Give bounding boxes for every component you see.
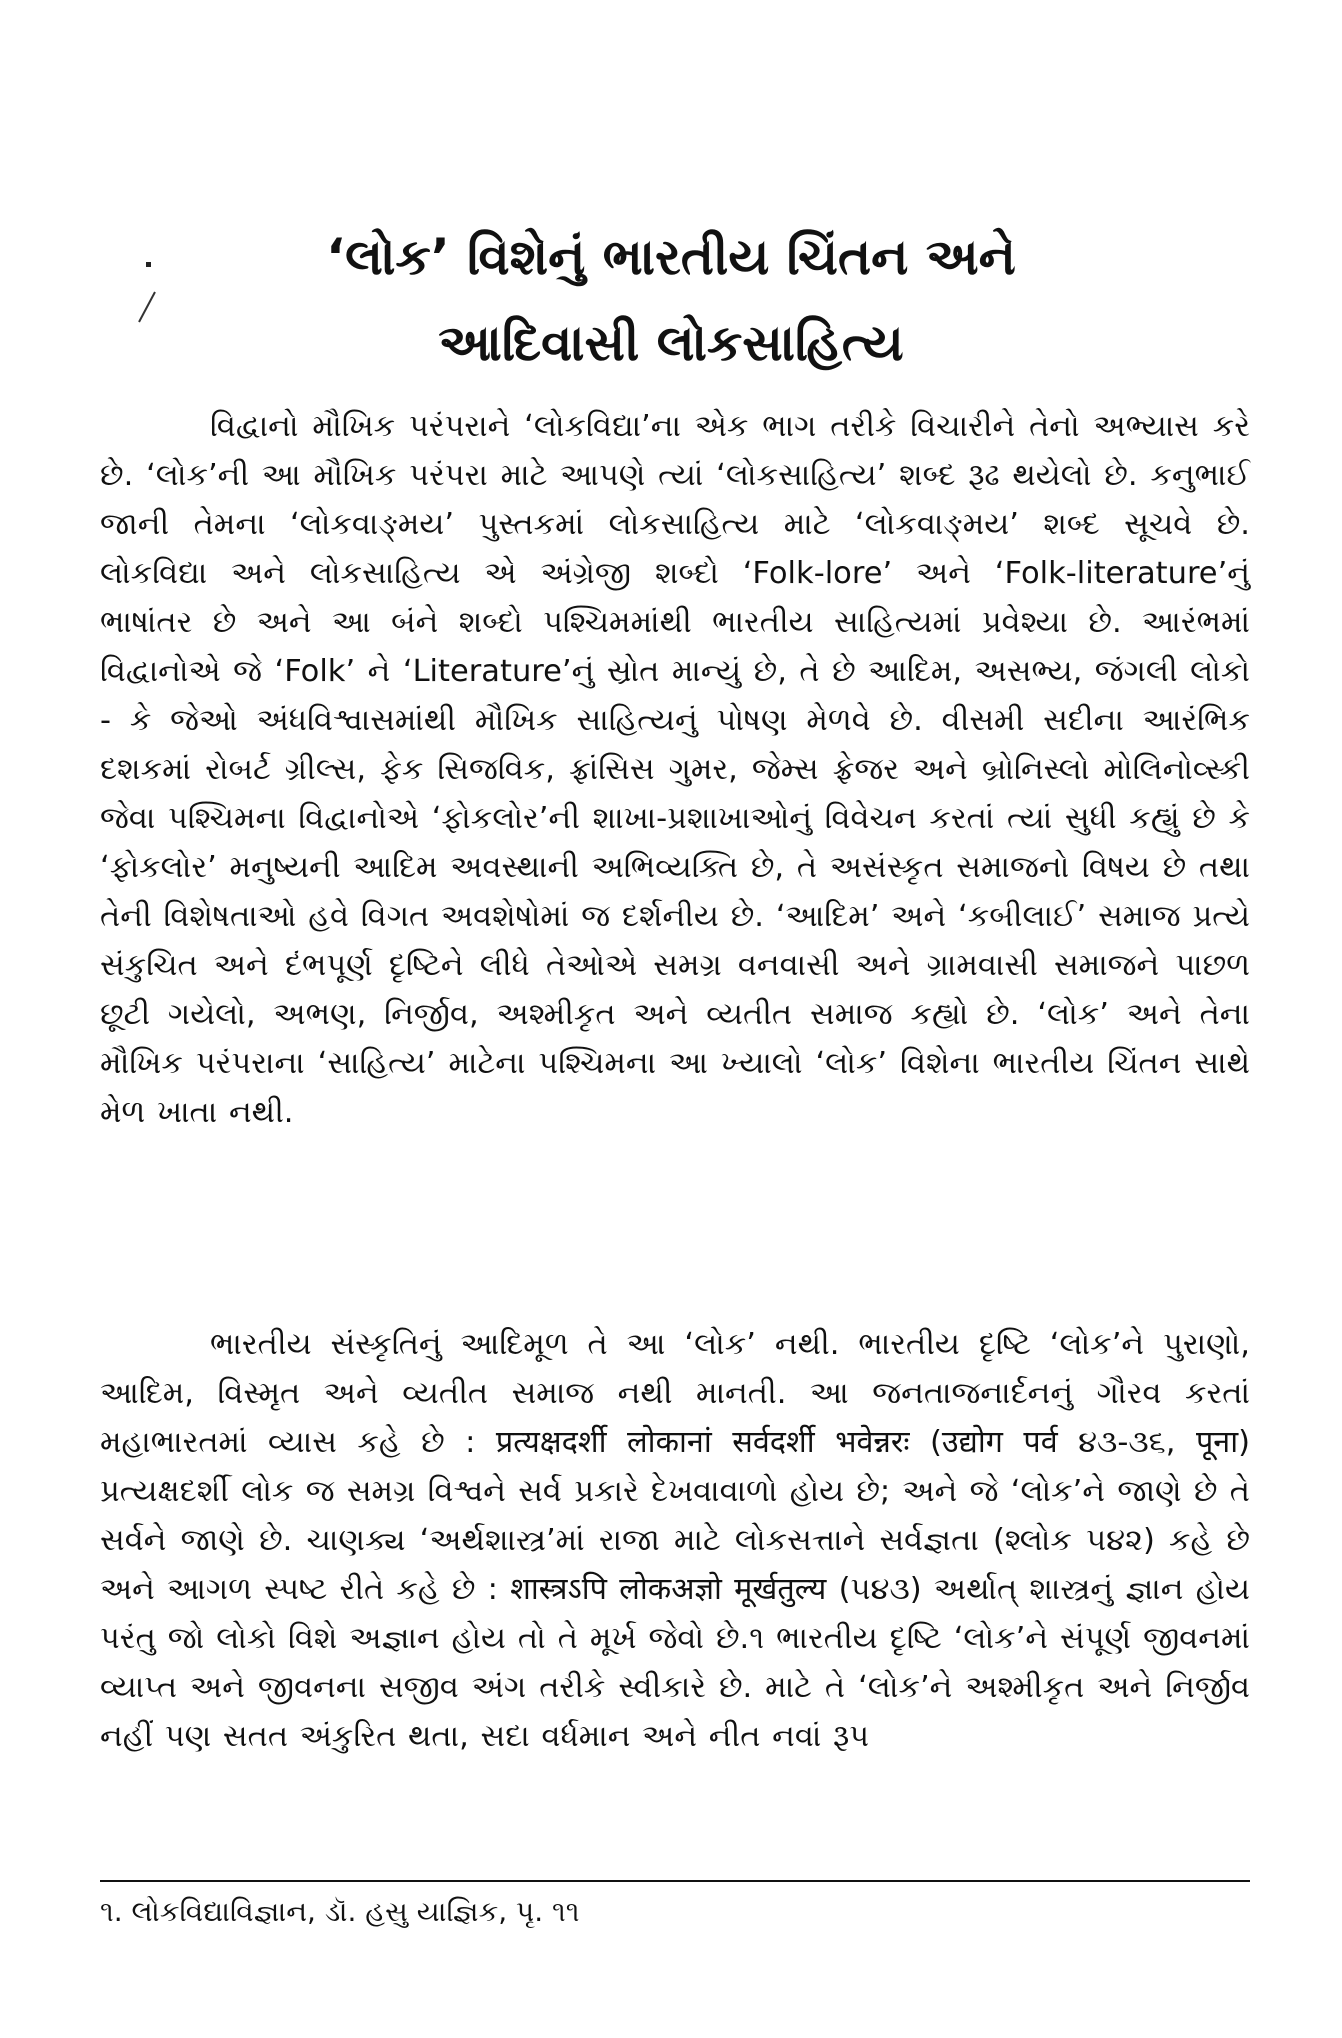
body-paragraph-1: વિદ્વાનો મૌખિક પરંપરાને ‘લોકવિદ્યા’ના એક ભાગ તરીકે વિચારીને તેનો અભ્યાસ કરે છે. ‘લોક’ની આ મૌખિક પરંપરા માટે આપણે ત્યાં ‘લોકસાહિત્ય’ શબ્દ રૂઢ થયેલો છે. કનુભાઈ જાની તેમના ‘લોકવાઙ્મય’ પુસ્તકમાં લોકસાહિત્ય માટે ‘લોકવાઙ્મય’ શબ્દ સૂચવે છે. લોકવિદ્યા અને લોકસાહિત્ય એ અંગ્રેજી શબ્દો ‘Folk-lore’ અને ‘Folk-literature’નું ભાષાંતર છે અને આ બંને શબ્દો પશ્ચિમમાંથી ભારતીય સાહિત્યમાં પ્રવેશ્યા છે. આરંભમાં વિદ્વાનોએ જે ‘Folk’ ને ‘Literature’નું સ્રોત માન્યું છે, તે છે આદિમ, અસભ્ય, જંગલી લોકો - કે જેઓ અંધવિશ્વાસમાંથી મૌખિક સાહિત્યનું પોષણ મેળવે છે. વીસમી સદીના આરંભિક દશકમાં રોબર્ટ ગ્રીલ્સ, ફેક સિજવિક, ફ્રાંસિસ ગુમર, જેમ્સ ફ્રેજર અને બ્રોનિસ્લો મોલિનોવ્સ્કી જેવા પશ્ચિમના વિદ્વાનોએ ‘ફોકલોર’ની શાખા-પ્રશાખાઓનું વિવેચન કરતાં ત્યાં સુધી કહ્યું છે કે ‘ફોકલોર’ મનુષ્યની આદિમ અવસ્થાની અભિવ્યક્તિ છે, તે અસંસ્કૃત સમાજનો વિષય છે તથા તેની વિશેષતાઓ હવે વિગત અવશેષોમાં જ દર્શનીય છે. ‘આદિમ’ અને ‘કબીલાઈ’ સમાજ પ્રત્યે સંકુચિત અને દંભપૂર્ણ દૃષ્ટિને લીધે તેઓએ સમગ્ર વનવાસી અને ગ્રામવાસી સમાજને પાછળ છૂટી ગયેલો, અભણ, નિર્જીવ, અશ્મીકૃત અને વ્યતીત સમાજ કહ્યો છે. ‘લોક’ અને તેના મૌખિક પરંપરાના ‘સાહિત્ય’ માટેના પશ્ચિમના આ ખ્યાલો ‘લોક’ વિશેના ભારતીય ચિંતન સાથે મેળ ખાતા નથી. [100,409,1250,1130]
chapter-title-line-1: ‘લોક’ વિશેનું ભારતીય ચિંતન અને [326,228,1016,286]
footnote: ૧. લોકવિદ્યાવિજ્ઞાન, ડૉ. હસુ યાજ્ઞિક, પૃ. ૧૧ [100,1895,580,1928]
footnote-divider [100,1880,1250,1882]
body-paragraph-2: ભારતીય સંસ્કૃતિનું આદિમૂળ તે આ ‘લોક’ નથી. ભારતીય દૃષ્ટિ ‘લોક’ને પુરાણો, આદિમ, વિસ્મૃત અને વ્યતીત સમાજ નથી માનતી. આ જનતાજનાર્દનનું ગૌરવ કરતાં મહાભારતમાં વ્યાસ કહે છે : प्रत्यक्षदर्शी लोकानां सर्वदर्शी भवेन्नरः (उद्योग पर्व ૪૩-૩૬, पूना) પ્રત્યક્ષદર્શી લોક જ સમગ્ર વિશ્વને સર્વ પ્રકારે દેખવાવાળો હોય છે; અને જે ‘લોક’ને જાણે છે તે સર્વને જાણે છે. ચાણક્ય ‘અર્થશાસ્ત્ર’માં રાજા માટે લોકસત્તાને સર્વજ્ઞતા (શ્લોક ૫૪૨) કહે છે અને આગળ સ્પષ્ટ રીતે કહે છે : शास्त्रऽपि लोकअज्ञो मूर्खतुल्य (૫૪૩) અર્થાત્ શાસ્ત્રનું જ્ઞાન હોય પરંતુ જો લોકો વિશે અજ્ઞાન હોય તો તે મૂર્ખ જેવો છે.૧ ભારતીય દૃષ્ટિ ‘લોક’ને સંપૂર્ણ જીવનમાં વ્યાપ્ત અને જીવનના સજીવ અંગ તરીકે સ્વીકારે છે. માટે તે ‘લોક’ને અશ્મીકૃત અને નિર્જીવ નહીં પણ સતત અંકુરિત થતા, સદા વર્ધમાન અને નીત નવાં રૂપ [100,1327,1250,1754]
chapter-title-line-2: આદિવાસી લોકસાહિત્ય [438,314,904,372]
